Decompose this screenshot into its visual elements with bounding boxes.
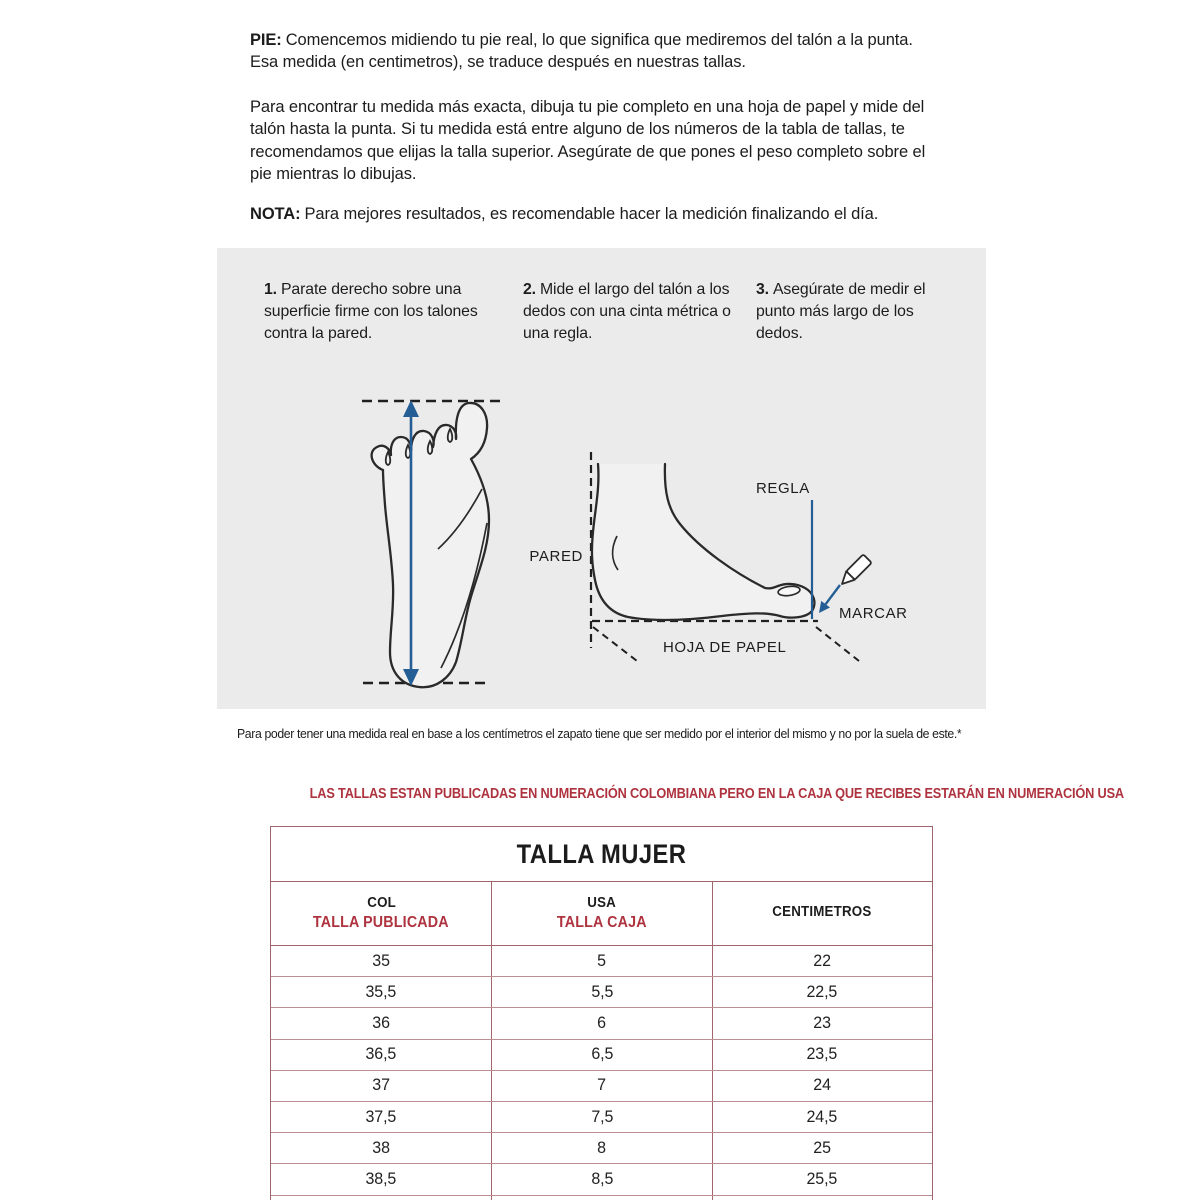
table-row [271,1101,932,1132]
header-usa-top: USA [587,895,617,911]
table-row-partial [271,1195,932,1200]
size-col: 37 [372,1076,390,1095]
step-2-text: Mide el largo del talón a los dedos con una cinta métrica o una regla. [523,281,731,342]
size-usa: 8 [597,1138,607,1157]
size-usa: 8,5 [591,1169,613,1188]
size-cm: 25 [813,1138,832,1157]
table-row [271,1007,932,1038]
size-col: 36,5 [365,1045,397,1064]
pencil-icon [838,554,872,588]
size-col: 36 [372,1013,390,1032]
pie-text: Comencemos midiendo tu pie real, lo que significa que mediremos del talón a la punta. Esa medida (en centimetros), se traduce después en nuestras tallas. [250,30,913,71]
foot-sole-outline [372,403,489,687]
marcar-arrow-icon [819,585,840,613]
table-row [271,946,932,976]
size-cm: 23 [813,1013,832,1032]
step-1-number: 1. [264,281,277,298]
size-cm: 23,5 [806,1045,838,1064]
nota-label: NOTA: [250,204,301,223]
hoja-de-papel-label: HOJA DE PAPEL [663,639,787,656]
header-usa-bottom: TALLA CAJA [557,914,647,931]
header-col-usa [491,882,711,945]
size-usa: 7 [597,1076,607,1095]
size-cm: 25,5 [806,1169,838,1188]
size-cm: 24,5 [806,1107,838,1126]
step-3-text: Asegúrate de medir el punto más largo de los dedos. [756,281,926,342]
step-1-text: Parate derecho sobre una superficie firme con los talones contra la pared. [264,281,478,342]
header-col-colombia [271,882,491,945]
table-row [271,1163,932,1194]
size-cm: 22 [813,951,832,970]
size-col: 35,5 [365,982,397,1001]
table-title: TALLA MUJER [516,838,687,869]
intro-paragraph-pie [250,29,926,74]
header-col-centimetros [712,882,932,945]
step-2-number: 2. [523,281,536,298]
size-col: 38,5 [365,1169,397,1188]
table-row [271,1132,932,1163]
foot-sole-illustration [362,400,500,687]
regla-label: REGLA [756,480,810,497]
table-row [271,976,932,1007]
intro-paragraph-measure [250,96,926,186]
pared-label: PARED [529,548,583,565]
sizing-notice: LAS TALLAS ESTAN PUBLICADAS EN NUMERACIÓN COLOMBIANA PERO EN LA CAJA QUE RECIBES ESTARÁN EN NUMERACIÓN USA [309,786,1124,802]
intro-paragraph-nota [250,203,950,226]
table-row [271,1070,932,1101]
size-col: 38 [372,1138,390,1157]
foot-side-illustration [529,452,907,661]
header-col-bottom: TALLA PUBLICADA [313,914,450,931]
size-usa: 6 [597,1013,607,1032]
size-col: 37,5 [365,1107,397,1126]
women-size-table [270,826,933,1200]
table-title-row [271,827,932,882]
size-usa: 5,5 [591,982,613,1001]
nota-text: Para mejores resultados, es recomendable hacer la medición finalizando el día. [304,204,879,223]
size-col: 35 [372,951,390,970]
header-col-top: COL [366,895,396,911]
measure-text: Para encontrar tu medida más exacta, dibuja tu pie completo en una hoja de papel y mide del talón hasta la punta. Si tu medida está entre alguno de los números de la tabla de tallas, te recomendamos que elijas la talla superior. Asegúrate de que pones el peso completo sobre el pie mientras lo dibujas. [250,97,926,183]
instruction-box [217,248,986,709]
paper-corner-right [816,627,859,661]
measuring-diagram [217,248,986,709]
size-usa: 6,5 [591,1045,613,1064]
header-cm-top: CENTIMETROS [772,904,872,920]
table-header-row [271,882,932,946]
size-usa: 7,5 [591,1107,613,1126]
table-row [271,1039,932,1070]
paper-corner-left [593,627,637,661]
size-usa: 5 [597,951,607,970]
size-cm: 24 [813,1076,832,1095]
marcar-label: MARCAR [839,605,908,622]
size-cm: 22,5 [806,982,838,1001]
step-3-number: 3. [756,281,769,298]
pie-label: PIE: [250,30,282,49]
footnote: Para poder tener una medida real en base a los centímetros el zapato tiene que ser medido por el interior del mismo y no por la suela de este.* [237,726,962,741]
